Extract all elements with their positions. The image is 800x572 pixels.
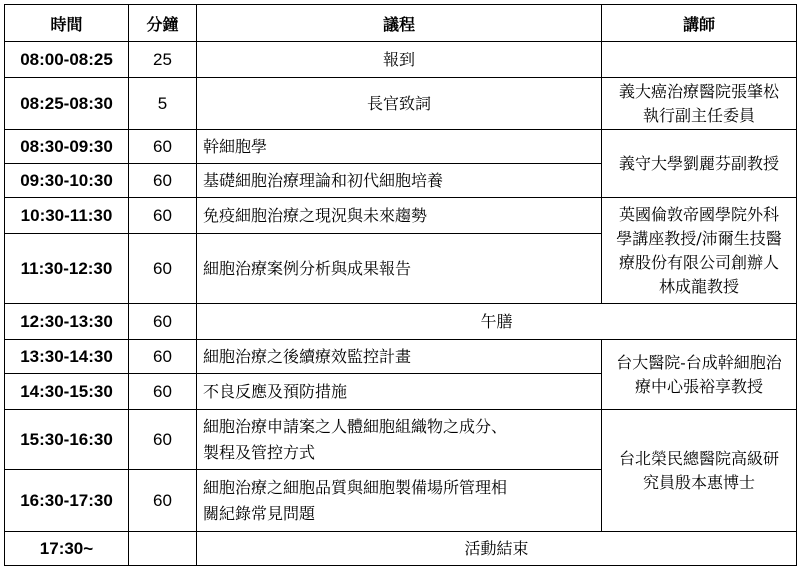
- time-cell: 08:25-08:30: [5, 78, 129, 130]
- time-cell: 08:30-09:30: [5, 130, 129, 164]
- topic-cell: 細胞治療案例分析與成果報告: [197, 234, 602, 304]
- speaker-line: 療中心張裕享教授: [634, 376, 763, 396]
- time-cell: 08:00-08:25: [5, 42, 129, 78]
- duration-cell: 60: [129, 130, 197, 164]
- table-row: [5, 340, 797, 374]
- table-row: [5, 42, 797, 78]
- topic-line: 關紀錄常見問題: [203, 503, 316, 523]
- time-cell: 16:30-17:30: [5, 470, 129, 532]
- agenda-table: [4, 4, 797, 566]
- topic-cell: 幹細胞學: [197, 130, 602, 164]
- duration-cell: 25: [129, 42, 197, 78]
- topic-line: 細胞治療之細胞品質與細胞製備場所管理相: [203, 477, 508, 497]
- speaker-line: 義大癌治療醫院張肇松: [618, 81, 779, 101]
- time-cell: 15:30-16:30: [5, 410, 129, 470]
- speaker-cell-empty: [602, 42, 797, 78]
- header-time: 時間: [5, 5, 129, 42]
- duration-cell: 60: [129, 340, 197, 374]
- topic-cell: 不良反應及預防措施: [197, 374, 602, 410]
- header-row: [5, 5, 797, 42]
- speaker-cell: [602, 340, 797, 410]
- topic-line: 細胞治療申請案之人體細胞組織物之成分、: [203, 416, 508, 436]
- duration-cell: 60: [129, 198, 197, 234]
- topic-cell: 活動結束: [197, 532, 797, 566]
- time-cell: 11:30-12:30: [5, 234, 129, 304]
- table-row: [5, 78, 797, 130]
- duration-cell: 60: [129, 304, 197, 340]
- speaker-line: 台北榮民總醫院高級研: [618, 448, 779, 468]
- table-row: [5, 198, 797, 234]
- time-cell: 17:30~: [5, 532, 129, 566]
- header-speaker: 講師: [602, 5, 797, 42]
- speaker-line: 療股份有限公司創辦人: [618, 252, 779, 272]
- speaker-cell: 義守大學劉麗芬副教授: [602, 130, 797, 198]
- duration-cell: 60: [129, 164, 197, 198]
- duration-cell: [129, 532, 197, 566]
- topic-cell: 長官致詞: [197, 78, 602, 130]
- speaker-line: 究員殷本惠博士: [642, 472, 755, 492]
- duration-cell: 60: [129, 374, 197, 410]
- topic-cell: 午膳: [197, 304, 797, 340]
- topic-line: 製程及管控方式: [203, 442, 316, 462]
- speaker-line: 林成龍教授: [658, 276, 739, 296]
- table-row: [5, 304, 797, 340]
- time-cell: 13:30-14:30: [5, 340, 129, 374]
- speaker-line: 學講座教授/沛爾生技醫: [616, 228, 782, 248]
- time-cell: 12:30-13:30: [5, 304, 129, 340]
- duration-cell: 60: [129, 234, 197, 304]
- topic-cell: 報到: [197, 42, 602, 78]
- time-cell: 10:30-11:30: [5, 198, 129, 234]
- speaker-cell: [602, 78, 797, 130]
- speaker-cell: [602, 410, 797, 532]
- time-cell: 09:30-10:30: [5, 164, 129, 198]
- duration-cell: 5: [129, 78, 197, 130]
- header-agenda: 議程: [197, 5, 602, 42]
- topic-cell: 免疫細胞治療之現況與未來趨勢: [197, 198, 602, 234]
- speaker-line: 英國倫敦帝國學院外科: [618, 204, 779, 224]
- table-row: [5, 130, 797, 164]
- speaker-cell: [602, 198, 797, 304]
- duration-cell: 60: [129, 470, 197, 532]
- header-duration: 分鐘: [129, 5, 197, 42]
- speaker-line: 執行副主任委員: [642, 105, 755, 125]
- table-row: [5, 410, 797, 470]
- time-cell: 14:30-15:30: [5, 374, 129, 410]
- topic-cell: 基礎細胞治療理論和初代細胞培養: [197, 164, 602, 198]
- topic-cell: [197, 470, 602, 532]
- speaker-line: 台大醫院-台成幹細胞治: [616, 352, 782, 372]
- table-row: [5, 532, 797, 566]
- duration-cell: 60: [129, 410, 197, 470]
- topic-cell: 細胞治療之後續療效監控計畫: [197, 340, 602, 374]
- topic-cell: [197, 410, 602, 470]
